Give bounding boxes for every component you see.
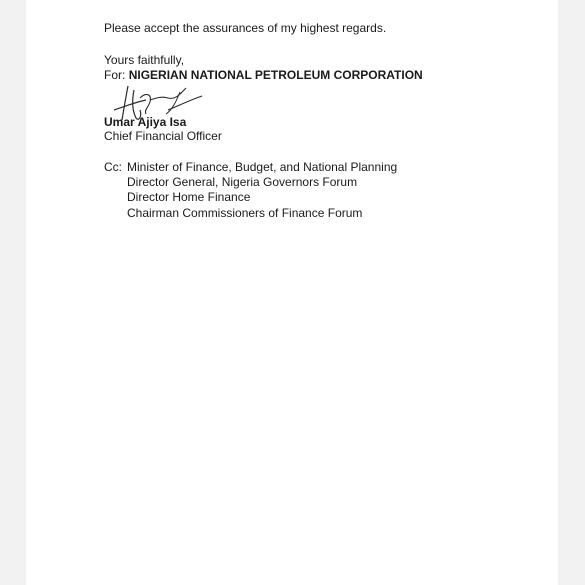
valediction: Yours faithfully,	[104, 53, 185, 67]
cc-recipient: Minister of Finance, Budget, and National Planning	[127, 160, 398, 174]
cc-label: Cc:	[104, 160, 122, 174]
for-prefix: For:	[104, 68, 126, 82]
closing-remark: Please accept the assurances of my highest regards.	[104, 21, 387, 35]
cc-recipient: Director General, Nigeria Governors Forum	[127, 175, 358, 189]
cc-recipient: Chairman Commissioners of Finance Forum	[127, 206, 363, 220]
signatory-name: Umar Ajiya Isa	[104, 115, 187, 129]
cc-recipient: Director Home Finance	[127, 190, 251, 204]
organization-name: NIGERIAN NATIONAL PETROLEUM CORPORATION	[128, 68, 423, 82]
signatory-title: Chief Financial Officer	[104, 129, 222, 143]
letter-page	[26, 0, 558, 585]
